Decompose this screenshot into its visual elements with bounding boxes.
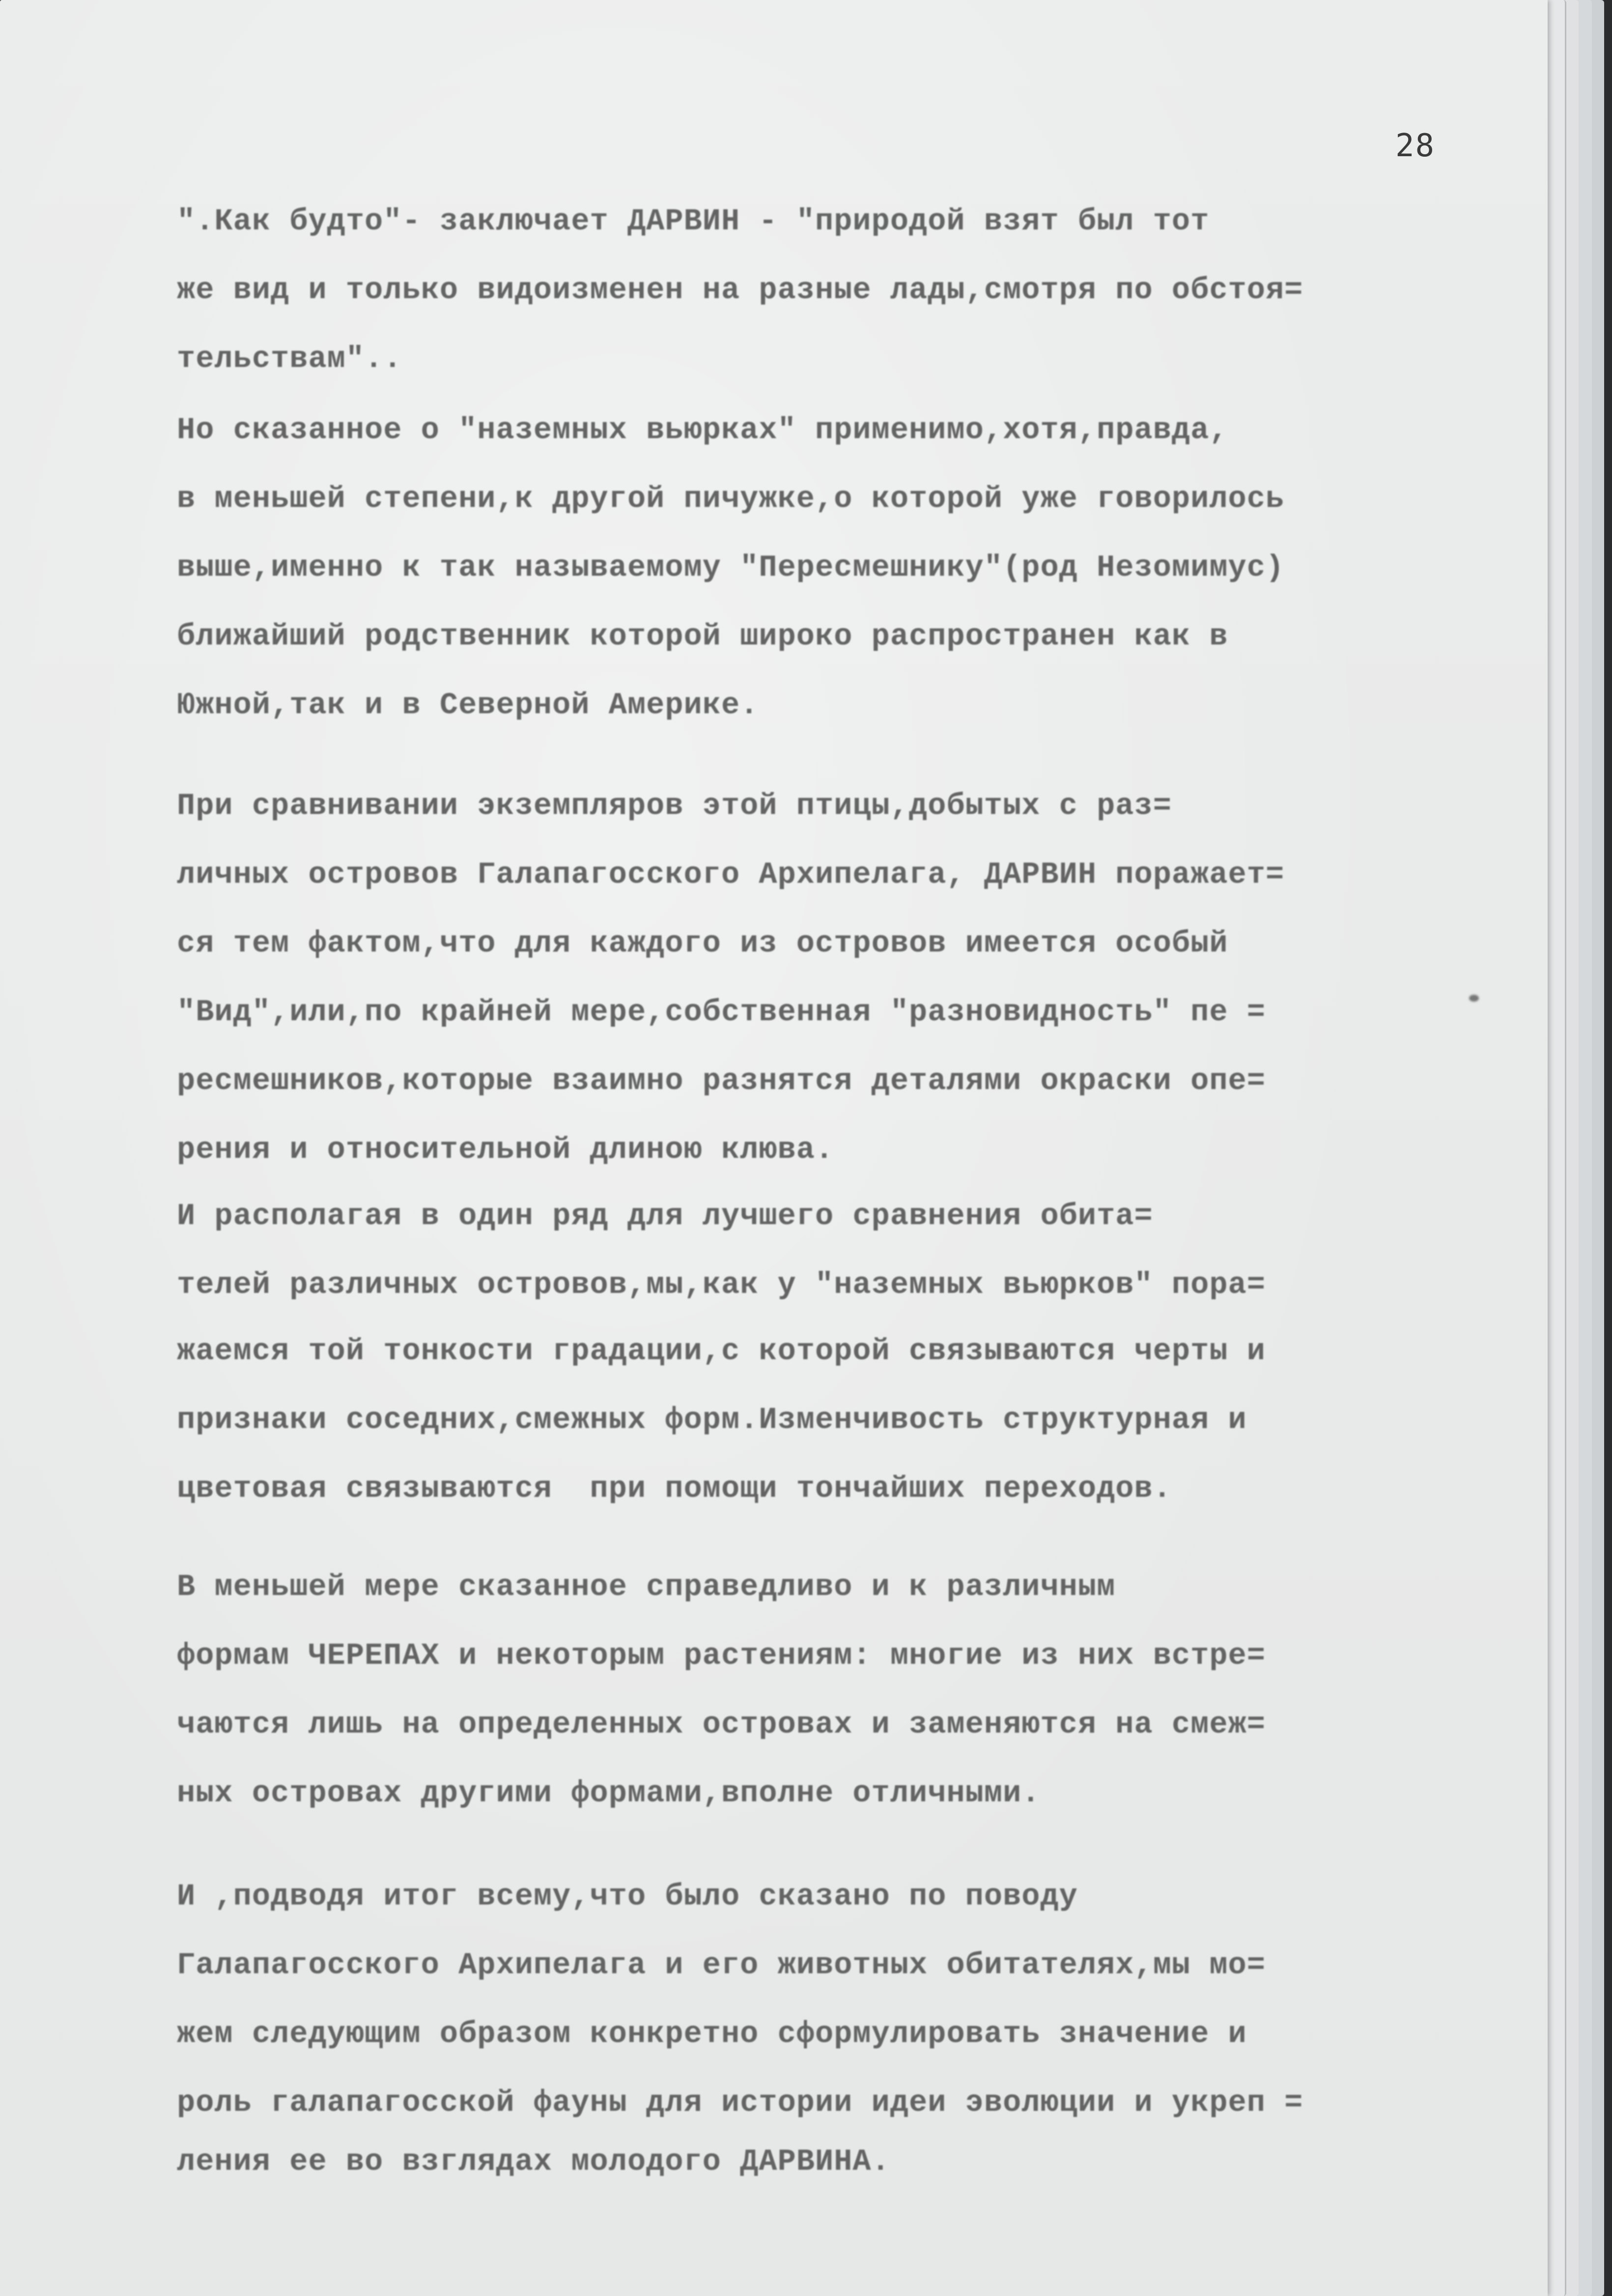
text-line: ближайший родственник которой широко распространен как в [177,619,1228,654]
text-line: Но сказанное о "наземных вьюрках" применимо,хотя,правда, [177,413,1228,448]
text-line: роль галапагосской фауны для истории идеи эволюции и укреп = [177,2085,1303,2120]
text-line: ".Как будто"- заключает ДАРВИН - "природой взят был тот [177,204,1210,239]
text-line: При сравнивании экземпляров этой птицы,добытых с раз= [177,788,1172,823]
text-line: признаки соседних,смежных форм.Изменчивость структурная и [177,1402,1247,1437]
text-line: формам ЧЕРЕПАХ и некоторым растениям: многие из них встре= [177,1638,1266,1673]
text-line: Галапагосского Архипелага и его животных обитателях,мы мо= [177,1948,1266,1983]
ink-speck [1469,995,1479,1002]
text-line: ся тем фактом,что для каждого из островов имеется особый [177,926,1228,961]
text-line: чаются лишь на определенных островах и заменяются на смеж= [177,1707,1266,1742]
text-line: Южной,так и в Северной Америке. [177,688,759,723]
text-line: цветовая связываются при помощи тончайших переходов. [177,1471,1172,1506]
text-line: личных островов Галапагосского Архипелага, ДАРВИН поражает= [177,857,1285,892]
text-line: рения и относительной длиною клюва. [177,1132,834,1167]
text-line: И располагая в один ряд для лучшего сравнения обита= [177,1199,1153,1233]
text-line: В меньшей мере сказанное справедливо и к различным [177,1569,1116,1604]
text-line: ления ее во взглядах молодого ДАРВИНА. [177,2144,890,2179]
text-line: ресмешников,которые взаимно разнятся деталями окраски опе= [177,1064,1266,1098]
text-line: телей различных островов,мы,как у "наземных вьюрков" пора= [177,1267,1266,1302]
text-line: выше,именно к так называемому "Пересмешнику"(род Незомимус) [177,550,1285,585]
text-line: в меньшей степени,к другой пичужке,о которой уже говорилось [177,481,1285,516]
text-line: ных островах другими формами,вполне отличными. [177,1776,1041,1811]
text-line: же вид и только видоизменен на разные лады,смотря по обстоя= [177,273,1303,308]
text-line: И ,подводя итог всему,что было сказано по поводу [177,1879,1078,1914]
text-line: "Вид",или,по крайней мере,собственная "разновидность" пе = [177,995,1266,1030]
page-number: 28 [1395,128,1436,164]
text-line: тельствам".. [177,341,402,376]
text-line: жаемся той тонкости градации,с которой связываются черты и [177,1334,1266,1369]
text-line: жем следующим образом конкретно сформулировать значение и [177,2016,1247,2051]
